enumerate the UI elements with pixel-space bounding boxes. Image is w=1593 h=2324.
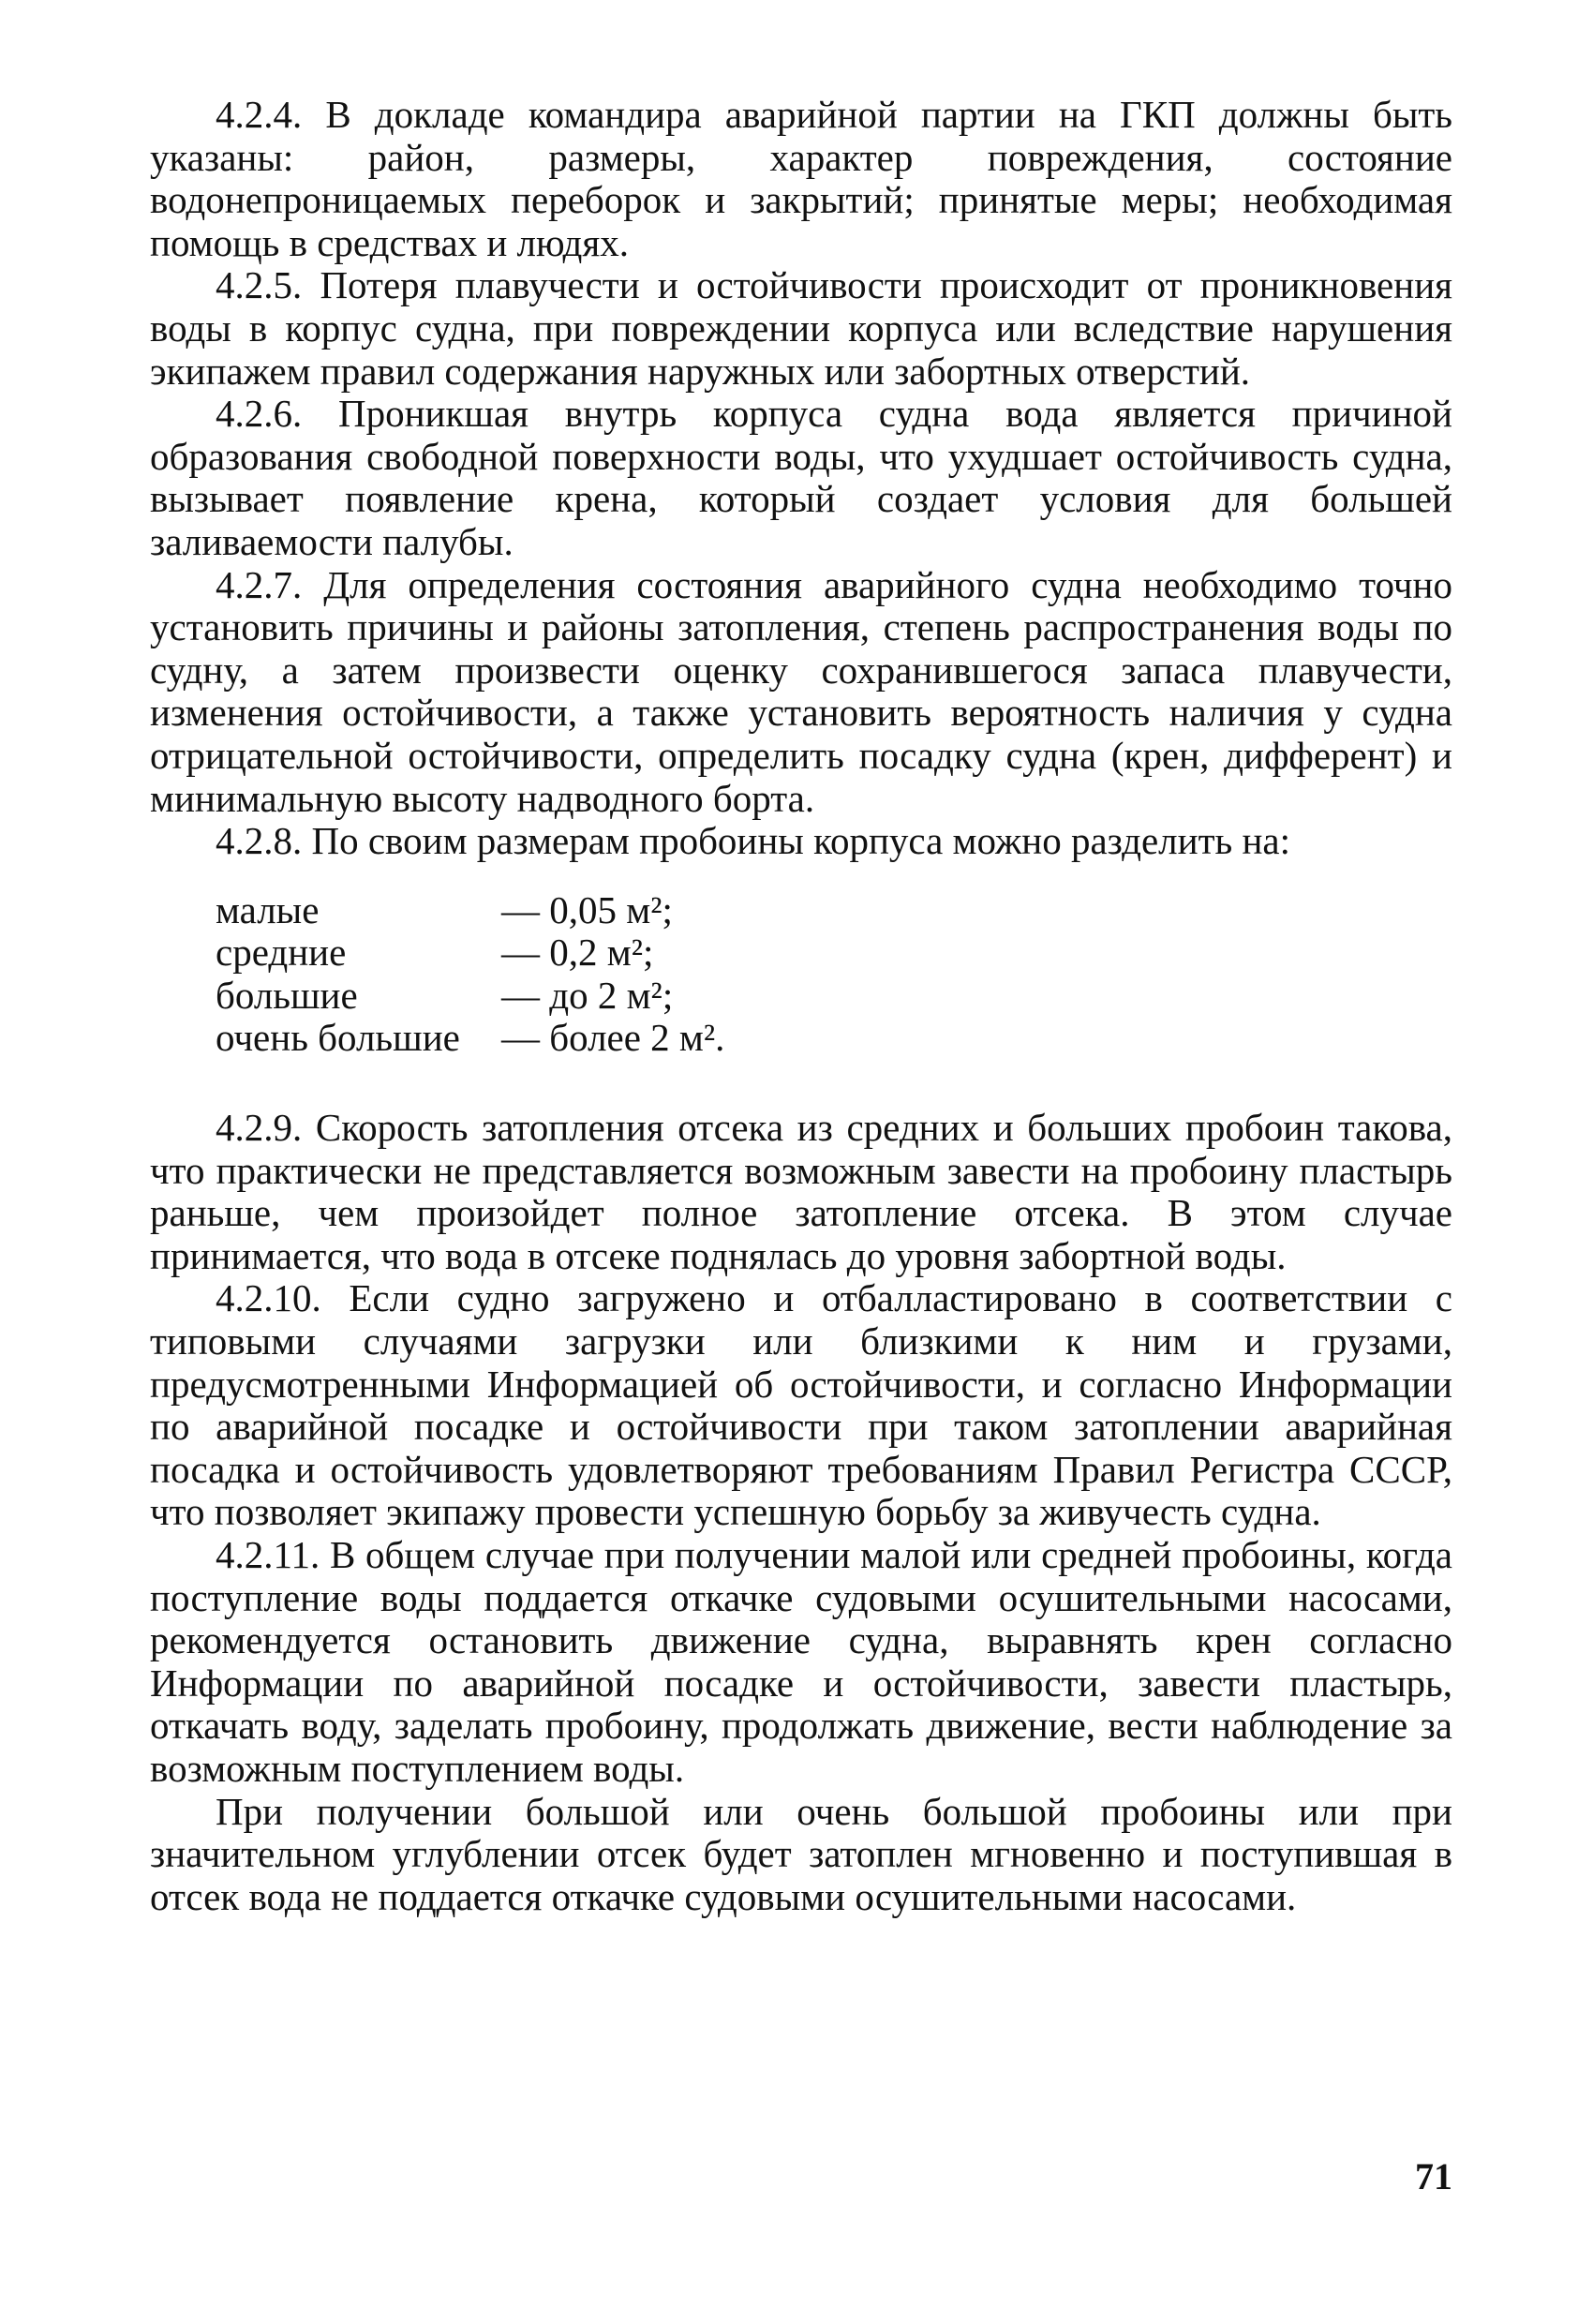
- page-number: 71: [1415, 2155, 1452, 2197]
- hole-size-name: большие: [216, 973, 358, 1017]
- hole-size-value: — более 2 м².: [501, 1016, 725, 1060]
- paragraph-4-2-6: 4.2.6. Проникшая внутрь корпуса судна вода является причиной образования свободной поверхности воды, что ухудшает остойчивость судна, вызывает появление крена, который создает условия для большей заливаемости палубы.: [150, 392, 1452, 563]
- paragraph-large-hole: При получении большой или очень большой пробоины или при значительном углублении отсек будет затоплен мгновенно и поступившая в отсек вода не поддается откачке судовыми осушительными насосами.: [150, 1789, 1452, 1918]
- hole-size-row: [216, 1017, 724, 1060]
- hole-size-value: — до 2 м²;: [501, 973, 674, 1017]
- hole-size-value: — 0,05 м²;: [501, 887, 673, 931]
- hole-size-row: [216, 931, 724, 975]
- paragraph-4-2-9: 4.2.9. Скорость затопления отсека из средних и больших пробоин такова, что практически не представляется возможным завести на пробоину пластырь раньше, чем произойдет полное затопление отсека. В этом случае принимается, что вода в отсеке поднялась до уровня забортной воды.: [150, 1106, 1452, 1277]
- paragraph-4-2-4: 4.2.4. В докладе командира аварийной партии на ГКП должны быть указаны: район, размеры, характер повреждения, состояние водонепроницаемых переборок и закрытий; принятые меры; необходимая помощь в средствах и людях.: [150, 93, 1452, 264]
- paragraph-4-2-8: 4.2.8. По своим размерам пробоины корпуса можно разделить на:: [216, 819, 1290, 863]
- paragraph-4-2-5: 4.2.5. Потеря плавучести и остойчивости происходит от проникновения воды в корпус судна, при повреждении корпуса или вследствие нарушения экипажем правил содержания наружных или забортных отверстий.: [150, 263, 1452, 393]
- paragraph-4-2-10: 4.2.10. Если судно загружено и отбалластировано в соответствии с типовыми случаями загрузки или близкими к ним и грузами, предусмотренными Информацией об остойчивости, и согласно Информации по аварийной посадке и остойчивости при таком затоплении аварийная посадка и остойчивость удовлетворяют требованиям Правил Регистра СССР, что позволяет экипажу провести успешную борьбу за живучесть судна.: [150, 1276, 1452, 1534]
- book-page: [150, 94, 1452, 2277]
- hole-size-value: — 0,2 м²;: [501, 931, 654, 975]
- hole-size-row: [216, 975, 724, 1018]
- hole-size-row: [216, 889, 724, 932]
- hole-size-name: малые: [216, 887, 320, 931]
- hole-size-name: средние: [216, 931, 347, 975]
- hole-size-name: очень большие: [216, 1016, 460, 1060]
- hole-sizes-list: [216, 889, 724, 1060]
- paragraph-4-2-7: 4.2.7. Для определения состояния аварийного судна необходимо точно установить причины и районы затопления, степень распространения воды по судну, а затем произвести оценку сохранившегося запаса плавучести, изменения остойчивости, а также установить вероятность наличия у судна отрицательной остойчивости, определить посадку судна (крен, дифферент) и минимальную высоту надводного борта.: [150, 562, 1452, 820]
- paragraph-4-2-11: 4.2.11. В общем случае при получении малой или средней пробоины, когда поступление воды поддается откачке судовыми осушительными насосами, рекомендуется остановить движение судна, выравнять крен согласно Информации по аварийной посадке и остойчивости, завести пластырь, откачать воду, заделать пробоину, продолжать движение, вести наблюдение за возможным поступлением воды.: [150, 1533, 1452, 1790]
